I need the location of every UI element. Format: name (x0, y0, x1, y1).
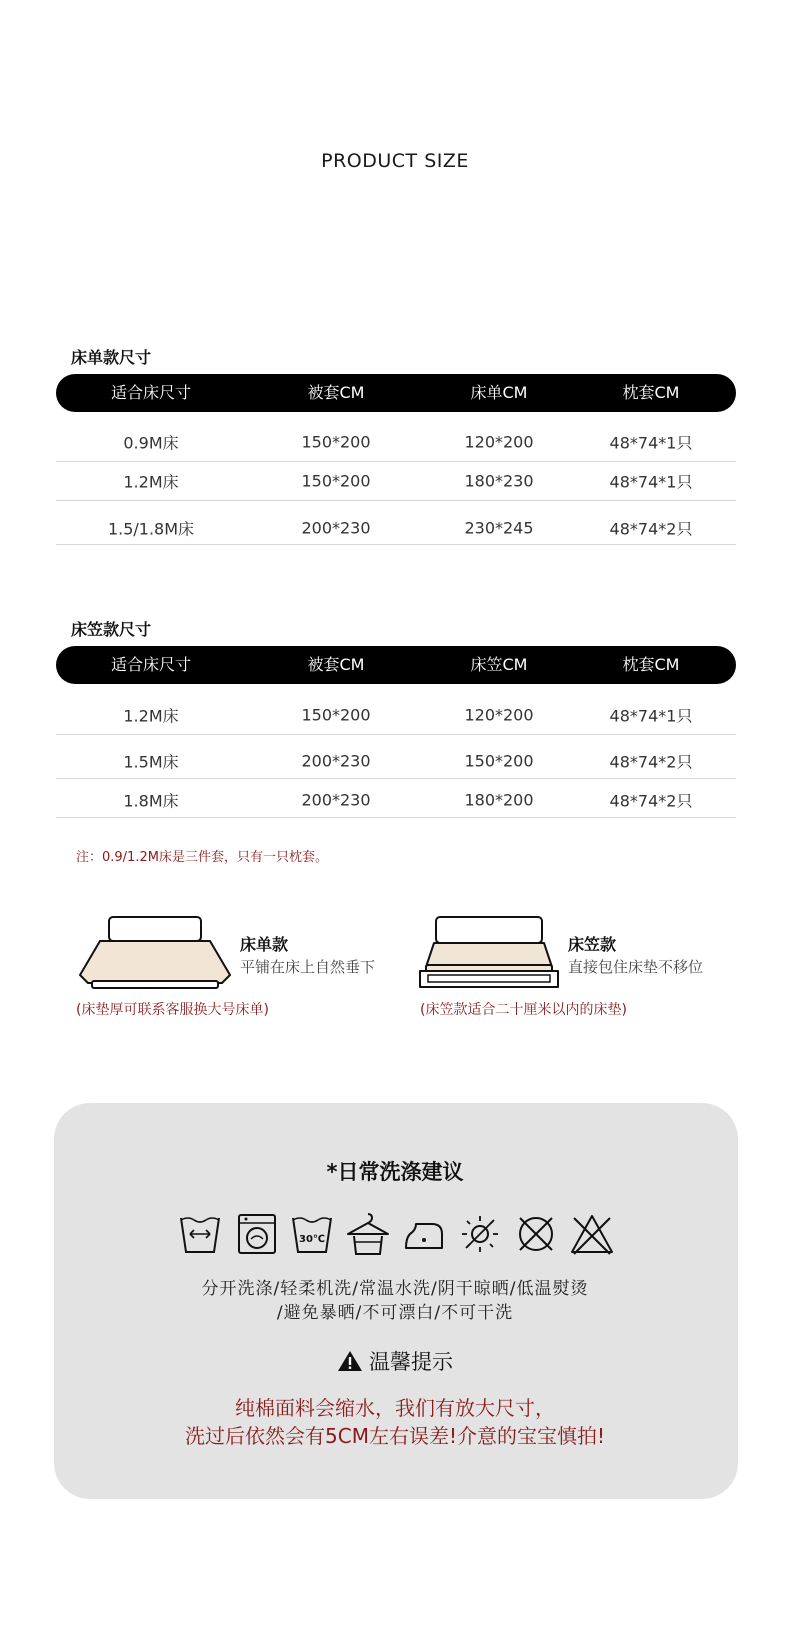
cell: 150*200 (301, 432, 371, 452)
care-instructions-line2: /避免暴晒/不可漂白/不可干洗 (276, 1303, 514, 1323)
cell: 1.5M床 (123, 752, 179, 772)
cell: 0.9M床 (123, 433, 179, 453)
cell: 48*74*1只 (609, 433, 693, 453)
warm-tip-line1: 纯棉面料会缩水，我们有放大尺寸， (235, 1396, 555, 1420)
no-bleach-icon (514, 1212, 558, 1256)
table-row (56, 684, 736, 735)
cell: 180*200 (464, 790, 534, 810)
cell: 48*74*2只 (609, 791, 693, 811)
cell: 230*245 (464, 518, 534, 538)
separate-wash-icon (178, 1212, 222, 1256)
fitted-sheet-bed-icon (416, 915, 562, 993)
gentle-machine-wash-icon (235, 1212, 279, 1256)
cell: 1.2M床 (123, 472, 179, 492)
flat-section-title: 床单款尺寸 (71, 348, 152, 367)
care-icons-row (178, 1212, 618, 1258)
page-title: PRODUCT SIZE (321, 150, 469, 172)
header-pillowcase: 枕套CM (622, 655, 680, 674)
cell: 1.8M床 (123, 791, 179, 811)
table-row (56, 412, 736, 462)
header-bed-size: 适合床尺寸 (110, 655, 192, 674)
warning-icon (337, 1350, 363, 1372)
cell: 200*230 (301, 790, 371, 810)
fitted-style-note: (床笠款适合二十厘米以内的床垫) (420, 1002, 627, 1018)
table-row (56, 462, 736, 501)
cell: 120*200 (464, 705, 534, 725)
cell: 150*200 (301, 705, 371, 725)
header-fitted-sheet: 床笠CM (470, 655, 528, 674)
warm-tip-title-text: 温馨提示 (369, 1350, 453, 1374)
flat-style-note: (床垫厚可联系客服换大号床单) (76, 1002, 269, 1018)
flat-size-table (56, 374, 736, 545)
header-duvet: 被套CM (307, 383, 365, 402)
table-header (56, 374, 736, 412)
cell: 150*200 (464, 751, 534, 771)
cell: 48*74*2只 (609, 519, 693, 539)
table-row (56, 501, 736, 545)
cell: 1.5/1.8M床 (107, 519, 195, 539)
cell: 180*230 (464, 471, 534, 491)
care-title: *日常洗涤建议 (326, 1160, 464, 1184)
table-row (56, 735, 736, 779)
flat-sheet-bed-icon (78, 915, 234, 990)
wash-30c-icon (290, 1212, 334, 1256)
hang-dry-icon (346, 1212, 390, 1256)
flat-style-label: 床单款 (240, 935, 289, 954)
low-iron-icon (402, 1212, 446, 1256)
cell: 200*230 (301, 518, 371, 538)
cell: 200*230 (301, 751, 371, 771)
cell: 150*200 (301, 471, 371, 491)
cell: 1.2M床 (123, 706, 179, 726)
cell: 120*200 (464, 432, 534, 452)
flat-style-desc: 平铺在床上自然垂下 (240, 958, 376, 976)
fitted-style-desc: 直接包住床垫不移位 (568, 958, 704, 976)
header-duvet: 被套CM (307, 655, 365, 674)
warm-tip-line2: 洗过后依然会有5CM左右误差!介意的宝宝慎拍! (185, 1424, 605, 1448)
table-row (56, 779, 736, 818)
fitted-section-title: 床笠款尺寸 (71, 620, 152, 639)
cell: 48*74*1只 (609, 706, 693, 726)
fitted-size-table (56, 646, 736, 818)
package-note: 注：0.9/1.2M床是三件套，只有一只枕套。 (76, 850, 328, 865)
header-pillowcase: 枕套CM (622, 383, 680, 402)
fitted-style-label: 床笠款 (568, 935, 617, 954)
no-dry-clean-icon (570, 1212, 614, 1256)
wash-temp-label: 30℃ (298, 1234, 326, 1245)
warm-tip-title (0, 1346, 790, 1376)
no-sun-icon (458, 1212, 502, 1256)
cell: 48*74*2只 (609, 752, 693, 772)
header-bed-size: 适合床尺寸 (110, 383, 192, 402)
care-instructions-line1: 分开洗涤/轻柔机洗/常温水洗/阴干晾晒/低温熨烫 (201, 1279, 589, 1299)
header-sheet: 床单CM (470, 383, 528, 402)
cell: 48*74*1只 (609, 472, 693, 492)
table-header (56, 646, 736, 684)
